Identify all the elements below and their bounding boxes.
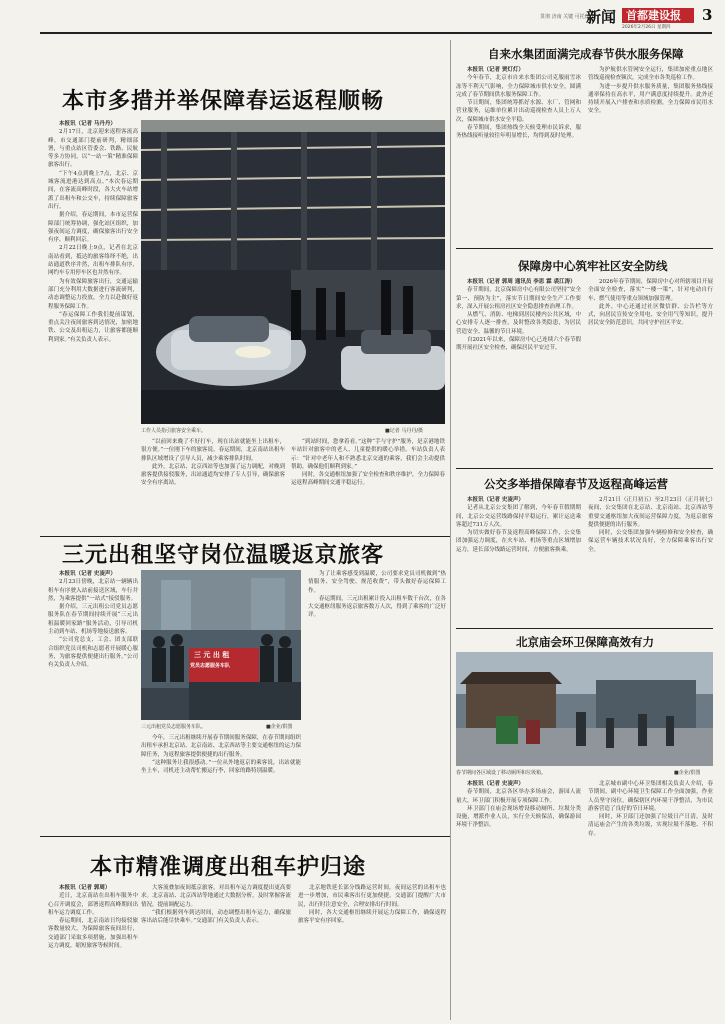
a6-para: 同时，环卫部门还加强了垃圾日产日清，及时清运庙会产生的各类垃圾，实现垃圾不落地、不积存。 xyxy=(588,814,713,837)
a7-para: “我们根据列车到达时间，动态调整出租车运力，确保旅客出站后能尽快乘车。”交通部门有关负责人表示。 xyxy=(141,909,291,925)
masthead-date: 2026年2月26日 星期四 xyxy=(622,25,671,30)
a7-para: 近日，北京南站在出租车服务中心召开调度会，部署返程高峰期间出租车运力调度工作。 xyxy=(48,893,138,916)
a6-photo xyxy=(456,652,713,766)
section-rule xyxy=(40,836,450,837)
a2-title: 自来水集团面满完成春节供水服务保障 xyxy=(488,47,684,61)
a1-para: “春运保障工作我们提前谋划，重点关注夜间旅客到达情况，加密地铁、公交及出租运力，让旅客都能顺利到家。”有关负责人表示。 xyxy=(48,311,138,343)
a5-photo-credit: ■企业/供图 xyxy=(266,724,293,730)
a4-column-2 xyxy=(588,496,713,624)
a1-photo-credit: ■记者 马丹丹/摄 xyxy=(385,428,423,434)
a1-para: 同时，各交通枢纽加强了安全检查和秩序维护，全力保障春运返程高峰期间交通平稳运行。 xyxy=(291,472,445,487)
section-rule xyxy=(456,628,713,629)
a6-byline: 本报讯（记者 史凌声） xyxy=(467,781,524,787)
a7-byline: 本报讯（记者 郭周） xyxy=(59,885,111,891)
a7-title: 本市精准调度出租车护归途 xyxy=(90,854,367,880)
a3-column-2 xyxy=(588,278,713,462)
a5-para: 据介绍，三元出租公司党员志愿服务队在春节期间持续开展“三元出租温暖回家路”服务活动，引导司机主动到车站、机场等地接送旅客。 xyxy=(48,604,138,636)
a6-column-2 xyxy=(588,780,713,1020)
a6-photo-caption: 春节期间各区域设了移动厕所和垃圾箱。 xyxy=(456,770,547,776)
a2-column-2 xyxy=(588,66,713,242)
masthead-brand: 首都建设报 xyxy=(626,9,681,22)
a3-para: 自2021年以来，保障房中心已连续六个春节假期开展社区安全检查，确保居民平安过节。 xyxy=(456,337,581,352)
a1-para: 为有效保障旅客出行，交通运输部门充分利用大数据进行客流研判，动态调整运力投放，全力以赴做好返程服务保障工作。 xyxy=(48,278,138,310)
a1-para: 2月17日，北京迎来返程客流高峰。市交通部门提前研判，精细部署，与重点站区管委会、铁路、民航等多方协同，以“一站一策”精准保障旅客出行。 xyxy=(48,129,138,169)
a2-para: 节日期间，集团统筹抓好水源、水厂、管网和营业服务，运维单位累计出动巡视检查人员上万人次，保障城市供水安全平稳。 xyxy=(456,100,581,123)
a2-para: 为进一步提升供水服务质量，集团服务热线接通率保持在高水平，用户满意度持续提升。此外还持续开展入户排查和水质检测，全力保障市民用水安全。 xyxy=(588,83,713,115)
a2-para: 春节期间，集团热线全天候受理市民诉求，服务热线接听量较往年明显增长，均得到及时处理。 xyxy=(456,125,581,140)
a4-para: 2月21日（正月初五）至2月23日（正月初七）夜间，公交集团在北京站、北京南站、北京西站等重要交通枢纽加大夜间运营保障力度，为返京旅客提供便捷的出行服务。 xyxy=(588,497,713,528)
a5-para: 为了让乘客感受到温暖，公司要求党员司机做到“热情服务、安全驾驶、规范收费”，带头做好春运保障工作。 xyxy=(308,571,446,594)
a5-para: “这种服务让我很感动。”一位从外地返京的乘客说，出站就能坐上车，司机还主动帮忙搬运行李，回家的路特别温暖。 xyxy=(141,759,301,775)
team-banner-image xyxy=(141,570,301,720)
a6-column-1 xyxy=(456,780,581,1020)
a1-photo-caption: 工作人员指引旅客安全乘车。 xyxy=(141,428,207,434)
a6-para: 春节期间，北京各区举办多场庙会，游园人流量大，环卫部门积极开展专项保障工作。 xyxy=(456,789,581,804)
a1-column-3 xyxy=(291,438,445,532)
a5-para: 今年，三元出租继续开展春节期间服务保障，在春节期间组织出租车承担北京站、北京南站、北京西站等主要交通枢纽的运力保障任务，为返程旅客提供便捷的出行服务。 xyxy=(141,735,301,758)
a7-column-2 xyxy=(141,884,291,1020)
a3-column-1 xyxy=(456,278,581,462)
a7-para: 春运期间，北京南站日均接驳旅客数量较大，为保障旅客夜间出行，交通部门采取多项措施，加强出租车运力调度，缩短旅客等候时间。 xyxy=(48,918,138,950)
a1-column-1 xyxy=(48,120,138,532)
a1-photo xyxy=(141,120,445,424)
night-street-image xyxy=(141,120,445,424)
a1-para: “下午4点到晚上7点，北京、京城客流进港达到高点。”本次春运期间，在客流高峰时段，各大火车站增派了出租车和公交车，持续保障旅客出行。 xyxy=(48,170,138,210)
a7-column-3 xyxy=(298,884,446,1020)
a3-title: 保障房中心筑牢社区安全防线 xyxy=(518,259,668,273)
column-divider xyxy=(450,40,451,1020)
a2-column-1 xyxy=(456,66,581,242)
a4-title: 公交多举措保障春节及返程高峰运营 xyxy=(484,477,668,491)
a5-para: 春运期间，三元出租累计投入出租车数千台次，在各大交通枢纽服务返京旅客数万人次，得到了乘客的广泛好评。 xyxy=(308,595,446,619)
a7-para: 同时，各大交通枢纽继续开展运力保障工作，确保返程旅客平安有序回家。 xyxy=(298,909,446,925)
a1-para: “以前回来晚了不好打车，现在出站就能坐上出租车，很方便。”一位刚下车的旅客说。春运期间，北京南站出租车排队区域增设了引导人员，减少乘客排队时间。 xyxy=(141,439,285,462)
section-rule xyxy=(40,536,450,537)
a6-para: 环卫部门在庙会现场增设移动厕所、垃圾分类设施，增派作业人员，实行全天候保洁，确保游园环境干净整洁。 xyxy=(456,805,581,829)
a3-para: 从燃气、消防、电梯到居民楼内公共区域，中心安排专人逐一排查，及时整改各类隐患，为居民营造安全、温馨的节日环境。 xyxy=(456,312,581,335)
section-rule xyxy=(456,468,713,469)
a5-banner-subtext: 党员志愿服务车队 xyxy=(190,663,231,669)
a7-para: 北京地铁延长部分线路运营时间，夜间运营的出租车也进一步增加，市民乘客出行更加便捷。交通部门提醒广大市民，出行时注意安全，合理安排出行时间。 xyxy=(298,885,446,908)
a4-para: 记者从北京公交集团了解到，今年春节假期期间，北京公交运营线路保持平稳运行，累计运送乘客超过731万人次。 xyxy=(456,505,581,528)
a1-para: 2月22日晚上9点，记者在北京南站看到，抵达的旅客络绎不绝，出站通道秩序井然，出租车排队有序，网约车专用停车区也井然有序。 xyxy=(48,245,138,277)
a2-para: 今年春节，北京市自来水集团公司克服雨雪冰冻等不利天气影响，全力保障城市供水安全，圆满完成了春节期间供水服务保障工作。 xyxy=(456,75,581,98)
a5-photo-caption: 三元出租党员志愿服务车队。 xyxy=(141,724,207,730)
a7-column-1 xyxy=(48,884,138,1020)
a4-para: 同时，公交集团加强车辆检修和安全检查，确保运营车辆技术状况良好，全力保障乘客出行安全。 xyxy=(588,530,713,553)
a3-byline: 本报讯（记者 郭周 通讯员 李思 霖 裘江涛） xyxy=(467,279,576,285)
a7-para: 大客流叠加夜间抵京旅客，对出租车运力调度提出更高要求。北京南站、北京西站等地通过大数据分析，及时掌握客流情况，提前调配运力。 xyxy=(141,885,291,908)
section-rule xyxy=(456,248,713,249)
a5-para: “公司党总支、工会、团支部联合组织党员司机和志愿者开展暖心服务，为旅客提供便捷出行服务。”公司有关负责人介绍。 xyxy=(48,637,138,669)
a4-para: 为切实做好春节及返程高峰保障工作，公交集团加强运力调度，在火车站、机场等重点区域增加运力，延长部分线路运营时间，方便旅客换乘。 xyxy=(456,530,581,553)
a5-title: 三元出租坚守岗位温暖返京旅客 xyxy=(62,542,385,568)
a5-column-3 xyxy=(308,570,446,832)
a3-para: 2026年春节期间，保障房中心对所辖项目开展全面安全检查，落实“一楼一策”，针对电动自行车、燃气使用等重点领域加强管理。 xyxy=(588,279,713,302)
a5-para: 2月23日傍晚，北京站一辆辆出租车有序驶入站前接送区域，车行井然，为乘客提供“一站式”接驳服务。 xyxy=(48,579,138,602)
a4-byline: 本报讯（记者 史凌声） xyxy=(467,497,524,503)
masthead-section: 新闻 xyxy=(586,8,617,26)
a6-para: 北京城市副中心环卫集团相关负责人介绍，春节期间，副中心环境卫生保障工作全面加强，作业人员坚守岗位，确保辖区内环境干净整洁，为市民游客营造了良好的节日环境。 xyxy=(588,781,713,812)
a1-column-2 xyxy=(141,438,285,532)
a3-para: 春节期间，北京保障房中心有限公司坚持“安全第一、预防为主”，落实节日期间安全生产工作要求，深入开展公租房社区安全隐患排查治理工作。 xyxy=(456,287,581,310)
a5-photo xyxy=(141,570,301,720)
a6-title: 北京庙会环卫保障高效有力 xyxy=(516,635,654,649)
page-number: 3 xyxy=(702,6,713,24)
temple-fair-image xyxy=(456,652,713,766)
a5-column-1 xyxy=(48,570,138,832)
a1-byline: 本报讯（记者 马丹丹） xyxy=(59,121,116,127)
a4-column-1 xyxy=(456,496,581,624)
a1-para: “到站时间，您拿着看。”这种“手与守护”服务，是京港地铁车站针对旅客中的老人、儿童提供的暖心举措。车站负责人表示：“针对中老年人和不熟悉北京交通的乘客，我们会主动提供帮助，确保他们顺利到家。” xyxy=(291,439,445,470)
masthead xyxy=(0,0,725,32)
a1-para: 据介绍，春运期间，本市运营保障部门统筹协调，强化站区组织，加强夜间运力调度，确保旅客出行安全有序，顺利回京。 xyxy=(48,212,138,244)
a1-title: 本市多措并举保障春运返程顺畅 xyxy=(62,88,385,114)
a2-para: 为护航供水管网安全运行，集团加密重点地区管线巡视检查频次，完成全市各类巡检工作。 xyxy=(588,67,713,82)
a5-banner-text: 三 元 出 租 xyxy=(194,650,230,659)
a2-byline: 本报讯（记者 贾灯灯） xyxy=(467,67,524,73)
masthead-rule xyxy=(40,32,712,34)
a5-column-2 xyxy=(141,734,301,832)
a1-para: 此外，北京站、北京西站等也加强了运力调配，对晚到旅客提供接驳服务，出站通道均安排了专人引导，确保旅客安全有序离站。 xyxy=(141,463,285,487)
a3-para: 此外，中心还通过社区微信群、公告栏等方式，向居民宣传安全用电、安全用气等知识，提升居民安全防范意识，共同守护社区平安。 xyxy=(588,303,713,327)
a5-byline: 本报讯（记者 史凌声） xyxy=(59,571,116,577)
a6-photo-credit: ■企业/供图 xyxy=(674,770,701,776)
masthead-slogan: 贯彻 济南 关键 可托付 xyxy=(540,14,590,20)
